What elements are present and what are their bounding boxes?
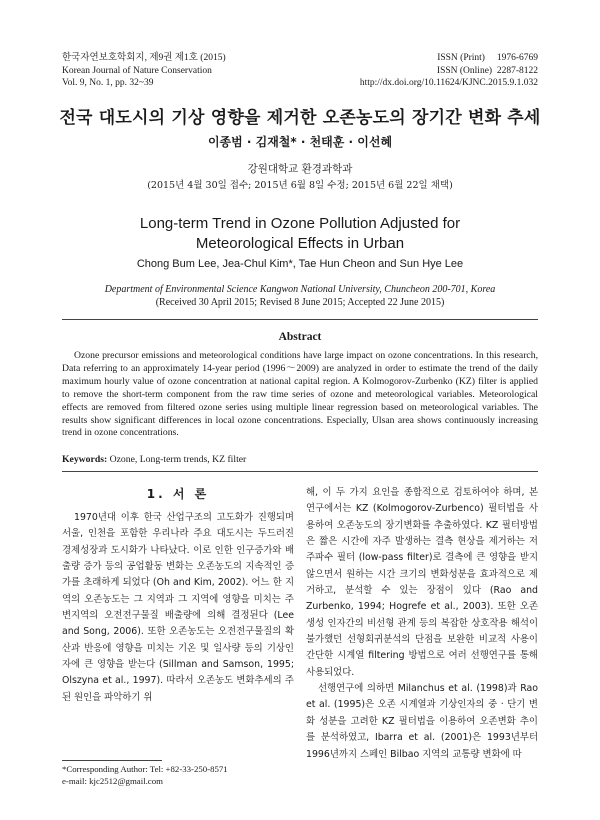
- abstract-bottom-rule: [62, 471, 538, 472]
- footnote: [62, 764, 294, 787]
- issn-online: ISSN (Online) 2287-8122: [436, 65, 538, 76]
- journal-name-korean: 한국자연보호학회지, 제9권 제1호 (2015): [62, 53, 226, 63]
- abstract-heading: Abstract: [278, 331, 322, 343]
- section-heading-introduction: 1. 서 론: [146, 487, 210, 501]
- title-english-line-2: Meteorological Effects in Urban: [195, 235, 405, 252]
- title-korean: 전국 대도시의 기상 영향을 제거한 오존농도의 장기간 변화 추세: [59, 108, 541, 128]
- authors-korean: 이종범 · 김재철* · 천태훈 · 이선혜: [207, 135, 393, 149]
- author-email[interactable]: e-mail: kjc2512@gmail.com: [62, 775, 163, 786]
- journal-volume: Vol. 9, No. 1, pp. 32~39: [62, 78, 154, 88]
- footnote-rule: [62, 760, 162, 761]
- journal-identifiers: [360, 52, 538, 90]
- dates-english: (Received 30 April 2015; Revised 8 June 2015; Accepted 22 June 2015): [155, 297, 445, 308]
- body-column-left: [62, 510, 294, 706]
- keywords: [62, 454, 538, 465]
- affiliation-korean: 강원대학교 환경과학과: [247, 163, 353, 175]
- title-english-line-1: Long-term Trend in Ozone Pollution Adjusted for: [139, 215, 461, 232]
- journal-name-english: Korean Journal of Nature Conservation: [62, 65, 212, 76]
- body-paragraph: 1970년대 이후 한국 산업구조의 고도화가 진행되며 서울, 인천을 포함한 우리나라 주요 대도시는 두드러진 경제성장과 도시화가 나타났다. 이로 인한 인구증가와 배출량 증가 등의 공업활동 변화는 오존농도의 지속적인 증가를 초래하게 되었다 (Oh and Kim, 2002). 어느 한 지역의 오존농도는 그 지역과 그 지역에 영향을 미치는 주변지역의 오전전구물질 배출량에 의해 결정된다 (Lee and Song, 2006). 또한 오존농도는 오전전구물질의 확산과 반응에 영향을 미치는 기온 및 일사량 등의 기상인자에 큰 영향을 받는다 (Sillman and Samson, 1995; Olszyna et al., 1997). 따라서 오존농도 변화추세의 주된 원인을 파악하기 위: [62, 512, 294, 703]
- dates-korean: (2015년 4월 30일 접수; 2015년 6월 8일 수정; 2015년 6월 22일 채택): [147, 180, 453, 191]
- keywords-list: Ozone, Long-term trends, KZ filter: [107, 454, 247, 465]
- body-paragraph: 선행연구에 의하면 Milanchus et al. (1998)과 Rao et al. (1995)은 오존 시계열과 기상인자의 중 · 단기 변화 성분을 고려한 KZ 필터법을 이용하여 오존변화 추이를 분석하였고, Ibarra et al. (2001)은 1993년부터 1996년까지 스페인 Bilbao 지역의 교통량 변화에 따: [306, 683, 538, 760]
- body-paragraph: 해, 이 두 가지 요인을 종합적으로 검토하여야 하며, 본 연구에서는 KZ (Kolmogorov-Zurbenco) 필터법을 사용하여 오존농도의 장기변화를 추출하였다. KZ 필터방법은 짧은 시간에 자주 발생하는 결측 현상을 제거하는 저주파수 필터 (low-pass filter)로 결측에 큰 영향을 받지 않으면서 원하는 시간 크기의 변화성분을 효과적으로 제거하고, 분석할 수 있는 장점이 있다 (Rao and Zurbenko, 1994; Hogrefe et al., 2003). 또한 오존 생성 인자간의 비선형 관계 등의 복잡한 상호작용 해석이 불가했던 선형회귀분석의 단점을 보완한 비교적 사용이 간단한 시계열 filtering 방법으로 여러 선행연구를 통해 사용되었다.: [306, 487, 538, 678]
- corresponding-author: *Corresponding Author: Tel: +82-33-250-8571: [62, 764, 228, 774]
- authors-english: Chong Bum Lee, Jea-Chul Kim*, Tae Hun Cheon and Sun Hye Lee: [136, 258, 464, 270]
- title-english: [0, 214, 600, 254]
- affiliation-english: Department of Environmental Science Kangwon National University, Chuncheon 200-701, Korea: [104, 284, 496, 295]
- abstract-body: Ozone precursor emissions and meteorological conditions have large impact on ozone concentrations. In this research, Data referring to an approximately 14-year period (1996～2009) are analyzed in order to estimate the trend of the daily maximum hourly value of ozone concentration at national capital region. A Kolmogorov-Zurbenko (KZ) filter is applied to remove the short-term component from the raw time series of ozone and meteorological variables. Meteorological effects are removed from filtered ozone series using multiple linear regression based on meteorological variables. The results show significant differences in local ozone concentrations. Especially, Ulsan area shows continuously increasing trend in ozone concentrations.: [62, 350, 538, 439]
- doi-link[interactable]: http://dx.doi.org/10.11624/KJNC.2015.9.1.032: [359, 78, 538, 88]
- journal-citation: [62, 52, 226, 90]
- keywords-label: Keywords:: [62, 454, 108, 465]
- body-column-right: [306, 485, 538, 763]
- issn-print: ISSN (Print) 1976-6769: [437, 53, 538, 63]
- abstract-top-rule: [62, 319, 538, 320]
